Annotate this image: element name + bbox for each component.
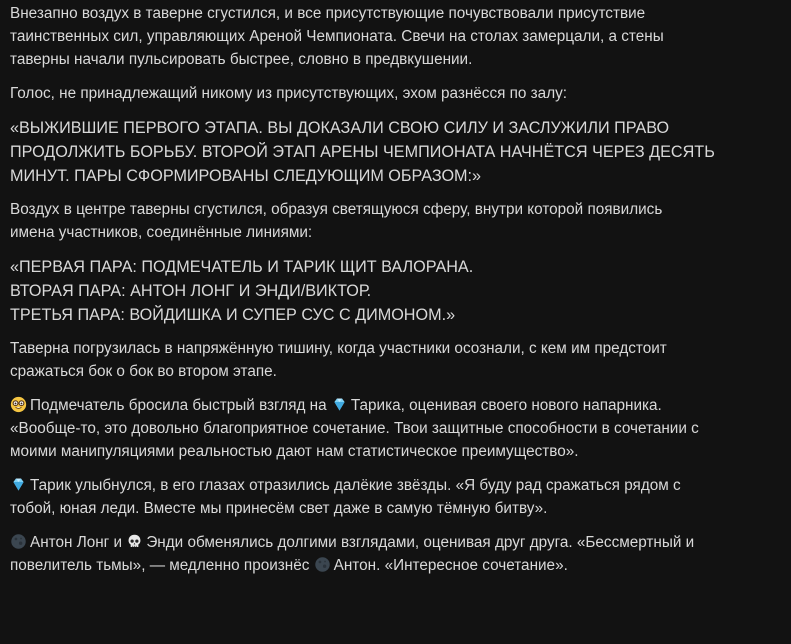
text-line: Голос, не принадлежащий никому из присутствующих, эхом разнёсся по залу: [10,85,568,102]
new-moon-icon [314,556,331,573]
text-line: тобой, юная леди. Вместе мы принесём свет даже в самую тёмную битву». [10,500,548,517]
paragraph-tarik [10,474,786,520]
chat-message-content [10,0,786,588]
text-line: Воздух в центре таверны сгустился, образуя светящуюся сферу, внутри которой появились [10,201,663,218]
paragraph-anton [10,531,786,577]
paragraph-silence [10,337,786,383]
new-moon-icon [10,533,27,550]
text-line: Внезапно воздух в таверне сгустился, и все присутствующие почувствовали присутствие [10,5,646,22]
text-line: ВТОРАЯ ПАРА: АНТОН ЛОНГ И ЭНДИ/ВИКТОР. [10,282,372,300]
text-line: Тарик улыбнулся, в его глазах отразились далёкие звёзды. «Я буду рад сражаться рядом с [10,474,786,497]
paragraph-sphere [10,198,786,244]
gem-icon [331,396,348,413]
text-line: ПРОДОЛЖИТЬ БОРЬБУ. ВТОРОЙ ЭТАП АРЕНЫ ЧЕМПИОНАТА НАЧНЁТСЯ ЧЕРЕЗ ДЕСЯТЬ [10,143,715,161]
paragraph-observer [10,394,786,463]
text-line: «Вообще-то, это довольно благоприятное сочетание. Твои защитные способности в сочетании с [10,420,699,437]
nerd-face-icon [10,396,27,413]
paragraph-intro [10,2,786,71]
text-line: имена участников, соединённые линиями: [10,224,313,241]
paragraph-voice [10,82,786,105]
gem-icon [10,476,27,493]
paragraph-pairs [10,255,786,327]
text-line: Антон Лонг и Энди обменялись долгими взглядами, оценивая друг друга. «Бессмертный и [10,531,786,554]
text-line: Подмечатель бросила быстрый взгляд на Тарика, оценивая своего нового напарника. [10,394,786,417]
text-line: ТРЕТЬЯ ПАРА: ВОЙДИШКА И СУПЕР СУС С ДИМОНОМ.» [10,306,456,324]
text-line: МИНУТ. ПАРЫ СФОРМИРОВАНЫ СЛЕДУЮЩИМ ОБРАЗОМ:» [10,167,482,185]
paragraph-announcement [10,116,786,188]
text-line: «ВЫЖИВШИЕ ПЕРВОГО ЭТАПА. ВЫ ДОКАЗАЛИ СВОЮ СИЛУ И ЗАСЛУЖИЛИ ПРАВО [10,119,670,137]
text-line: таинственных сил, управляющих Ареной Чемпионата. Свечи на столах замерцали, а стены [10,28,664,45]
text-line: «ПЕРВАЯ ПАРА: ПОДМЕЧАТЕЛЬ И ТАРИК ЩИТ ВАЛОРАНА. [10,258,474,276]
skull-icon [126,533,143,550]
text-line: сражаться бок о бок во втором этапе. [10,363,277,380]
text-line: Таверна погрузилась в напряжённую тишину, когда участники осознали, с кем им предстоит [10,340,667,357]
text-line: таверны начали пульсировать быстрее, словно в предвкушении. [10,51,473,68]
text-line: повелитель тьмы», — медленно произнёс Антон. «Интересное сочетание». [10,557,568,574]
text-line: моими манипуляциями реальностью дают нам статистическое преимущество». [10,443,579,460]
